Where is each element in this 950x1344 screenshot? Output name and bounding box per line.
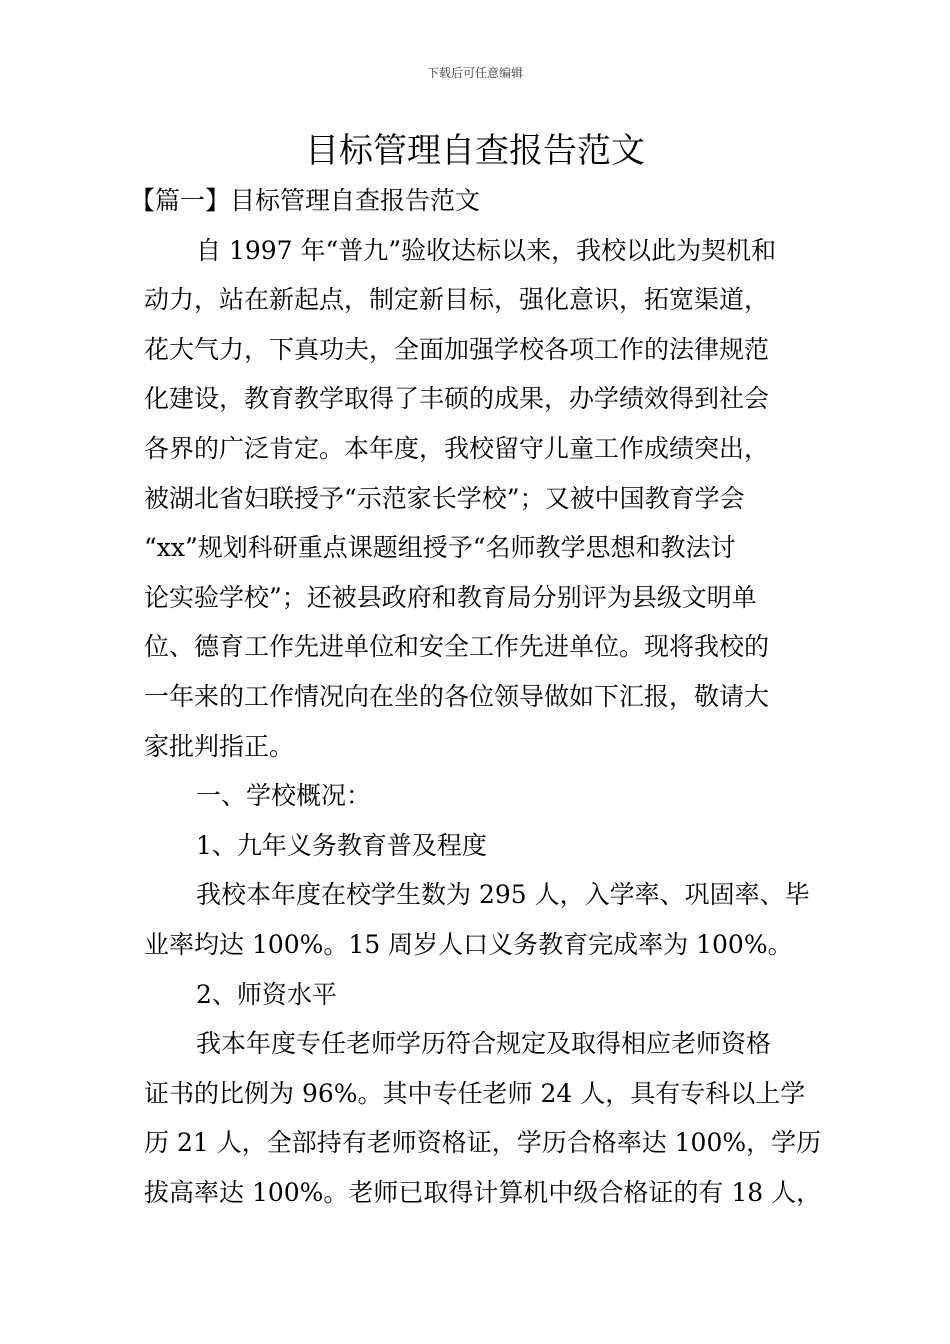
- text-line: 家批判指正。: [144, 731, 295, 761]
- text-line: 论实验学校”；还被县政府和教育局分别评为县级文明单: [144, 582, 757, 612]
- paragraph-intro: [144, 226, 808, 772]
- section-heading: 【篇一】目标管理自查报告范文: [130, 186, 481, 215]
- header-note: 下载后可任意编辑: [426, 66, 523, 80]
- text-line: 动力，站在新起点，制定新目标，强化意识，拓宽渠道，: [144, 285, 770, 315]
- subheading-compulsory-education: 1、九年义务教育普及程度: [196, 830, 487, 860]
- text-line: 我本年度专任老师学历符合规定及取得相应老师资格: [196, 1029, 772, 1059]
- paragraph-teachers: [144, 1019, 822, 1217]
- text-line: 位、德育工作先进单位和安全工作先进单位。现将我校的: [144, 632, 770, 662]
- text-line: 被湖北省妇联授予“示范家长学校”；又被中国教育学会: [144, 483, 745, 513]
- text-line: 证书的比例为 96%。其中专任老师 24 人，具有专科以上学: [144, 1078, 806, 1108]
- text-line: 我校本年度在校学生数为 295 人，入学率、巩固率、毕: [196, 880, 810, 910]
- text-line: 各界的广泛肯定。本年度，我校留守儿童工作成绩突出，: [144, 433, 770, 463]
- text-line: 拔高率达 100%。老师已取得计算机中级合格证的有 18 人，: [144, 1177, 822, 1207]
- paragraph-enrollment: [144, 870, 808, 969]
- subheading-teacher-level: 2、师资水平: [196, 979, 337, 1009]
- heading-school-overview: 一、学校概况：: [196, 781, 372, 811]
- text-line: “xx”规划科研重点课题组授予“名师教学思想和教法讨: [144, 533, 736, 563]
- text-line: 历 21 人，全部持有老师资格证，学历合格率达 100%，学历: [144, 1128, 822, 1158]
- text-line: 化建设，教育教学取得了丰硕的成果，办学绩效得到社会: [144, 384, 770, 414]
- text-line: 一年来的工作情况向在坐的各位领导做如下汇报，敬请大: [144, 681, 770, 711]
- document-body: [130, 176, 822, 1217]
- text-line: 自 1997 年“普九”验收达标以来，我校以此为契机和: [196, 235, 777, 265]
- text-line: 业率均达 100%。15 周岁人口义务教育完成率为 100%。: [144, 929, 793, 959]
- document-title: 目标管理自查报告范文: [305, 131, 645, 171]
- text-line: 花大气力，下真功夫，全面加强学校各项工作的法律规范: [144, 334, 770, 364]
